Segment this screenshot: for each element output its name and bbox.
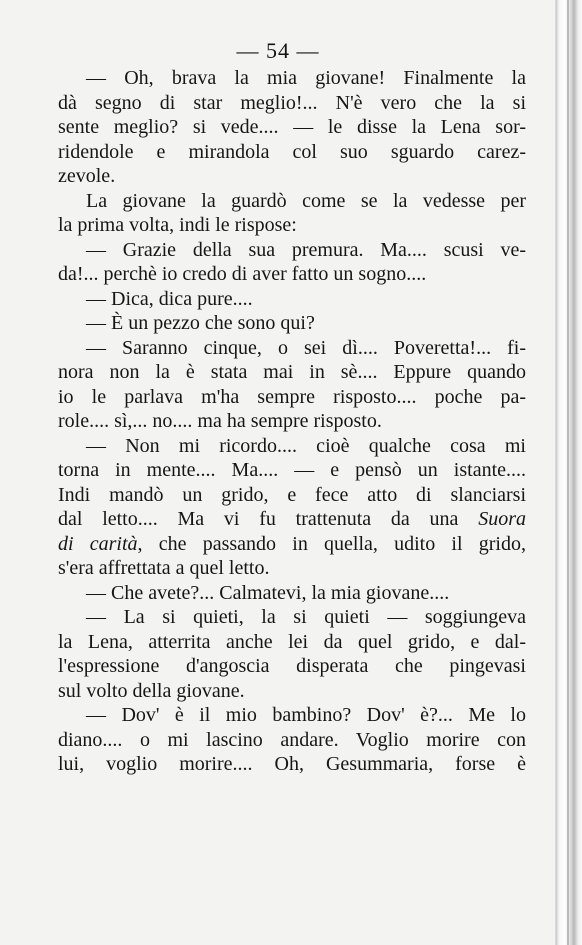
text-line: — Saranno cinque, o sei dì.... Poveretta!... fi- <box>86 336 526 359</box>
text-line: — Dov' è il mio bambino? Dov' è?... Me lo <box>86 704 526 726</box>
text-line: torna in mente.... Ma.... — e pensò un istante.... <box>58 459 526 481</box>
text-line: da!... perchè io credo di aver fatto un sogno.... <box>58 263 427 285</box>
text-line: diano.... o mi lascino andare. Voglio morire con <box>58 728 526 751</box>
text-line: la Lena, atterrita anche lei da quel grido, e dal- <box>58 630 526 653</box>
binding-line <box>567 0 569 945</box>
text-line: nora non la è stata mai in sè.... Eppure quando <box>58 361 526 383</box>
text-line: sul volto della giovane. <box>58 679 245 702</box>
body-text <box>58 66 526 777</box>
text-line <box>58 507 526 532</box>
text-line: — Non mi ricordo.... cioè qualche cosa mi <box>86 434 526 457</box>
text-line <box>58 532 526 557</box>
text-segment: dal letto.... Ma vi fu trattenuta da una <box>58 508 479 530</box>
text-line: ridendole e mirandola col suo sguardo carez- <box>58 140 526 163</box>
text-line: la prima volta, indi le rispose: <box>58 214 297 236</box>
text-line: s'era affrettata a quel letto. <box>58 557 270 579</box>
text-line: — Oh, brava la mia giovane! Finalmente la <box>86 67 526 89</box>
text-line: io le parlava m'ha sempre risposto.... poche pa- <box>58 385 526 408</box>
text-line: — La si quieti, la si quieti — soggiungeva <box>86 606 526 628</box>
text-line: lui, voglio morire.... Oh, Gesummaria, forse è <box>58 753 526 775</box>
text-line: Indi mandò un grido, e fece atto di slanciarsi <box>58 483 526 506</box>
italic-text: di carità <box>58 532 138 555</box>
text-line: — Grazie della sua premura. Ma.... scusi ve- <box>86 238 526 261</box>
text-line: — Dica, dica pure.... <box>86 287 253 310</box>
text-line: sente meglio? si vede.... — le disse la Lena sor- <box>58 116 526 138</box>
text-line: role.... sì,... no.... ma ha sempre risposto. <box>58 410 382 432</box>
page-edge <box>556 0 582 945</box>
text-line: — È un pezzo che sono qui? <box>86 312 315 334</box>
text-line: dà segno di star meglio!... N'è vero che la si <box>58 91 526 114</box>
text-line: — Che avete?... Calmatevi, la mia giovane.... <box>86 581 450 604</box>
text-line: La giovane la guardò come se la vedesse per <box>86 189 526 212</box>
text-line: l'espressione d'angoscia disperata che pingevasi <box>58 655 526 677</box>
page-number: — 54 — <box>236 38 320 63</box>
text-line: zevole. <box>58 165 116 187</box>
text-segment: , che passando in quella, udito il grido, <box>137 532 526 555</box>
italic-text: Suora <box>478 508 526 530</box>
